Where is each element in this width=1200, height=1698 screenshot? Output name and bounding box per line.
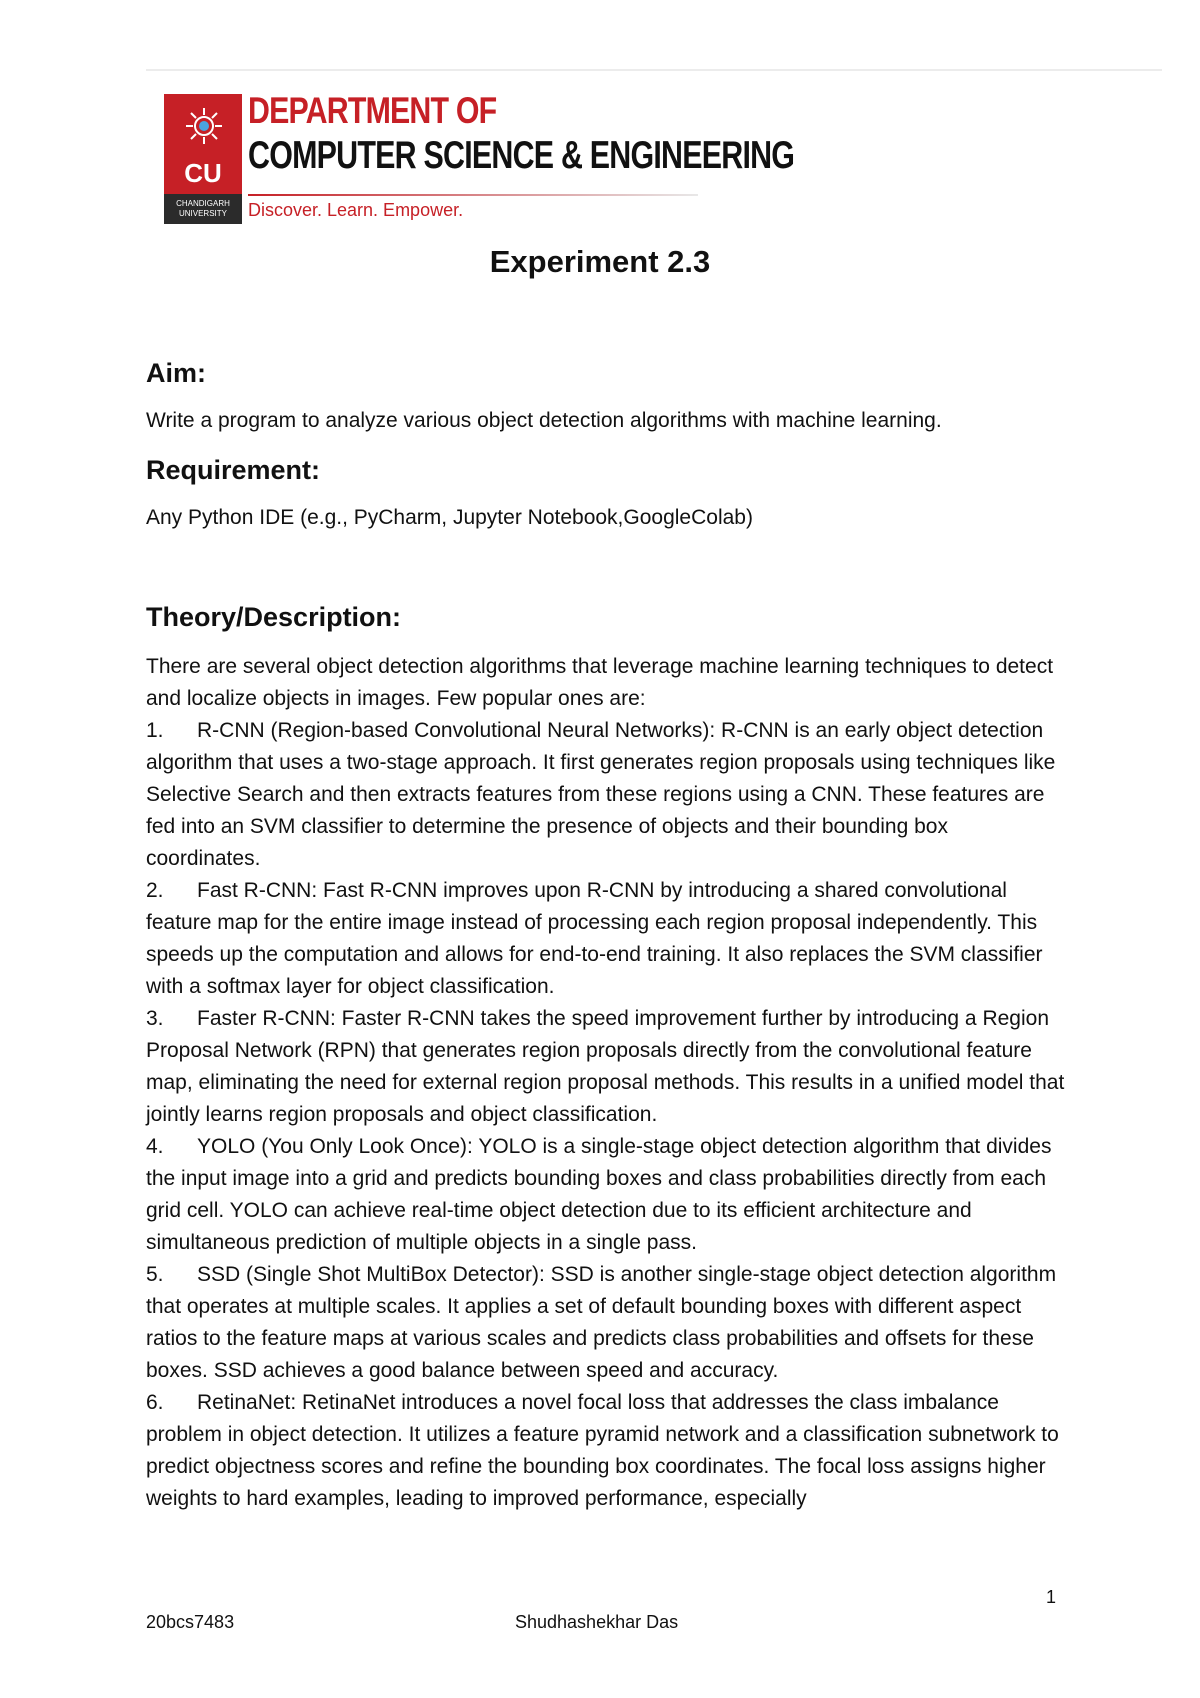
emblem-cu-text: CU [184, 158, 222, 188]
requirement-heading: Requirement: [146, 455, 321, 485]
list-item [146, 1003, 1066, 1131]
list-item [146, 1387, 1066, 1515]
list-item-number: 5. [146, 1263, 164, 1286]
department-logo [164, 90, 795, 224]
theory-heading: Theory/Description: [146, 602, 402, 632]
theory-intro: There are several object detection algorithms that leverage machine learning techniques to detect and localize objects in images. Few popular ones are: [146, 655, 1054, 710]
aim-heading: Aim: [146, 358, 206, 388]
list-item-text: Fast R-CNN: Fast R-CNN improves upon R-CNN by introducing a shared convolutional feature map for the entire image instead of processing each region proposal independently. This speeds up the computation and allows for end-to-end training. It also replaces the SVM classifier with a softmax layer for object classification. [146, 879, 1043, 998]
experiment-title: Experiment 2.3 [489, 244, 711, 279]
page-number: 1 [1046, 1587, 1057, 1607]
aim-text: Write a program to analyze various object detection algorithms with machine learning. [146, 409, 942, 432]
list-item-number: 4. [146, 1135, 164, 1158]
list-item-text: R-CNN (Region-based Convolutional Neural Networks): R-CNN is an early object detection algorithm that uses a two-stage approach. It first generates region proposals using techniques like Selective Search and then extracts features from these regions using a CNN. These features are fed into an SVM classifier to determine the presence of objects and their bounding box coordinates. [146, 719, 1056, 870]
logo-divider [248, 194, 698, 196]
requirement-text: Any Python IDE (e.g., PyCharm, Jupyter Notebook,GoogleColab) [146, 506, 753, 529]
list-item-text: YOLO (You Only Look Once): YOLO is a single-stage object detection algorithm that divides the input image into a grid and predicts bounding boxes and class probabilities directly from each grid cell. YOLO can achieve real-time object detection due to its efficient architecture and simultaneous prediction of multiple objects in a single pass. [146, 1135, 1052, 1254]
footer-roll-number: 20bcs7483 [146, 1612, 235, 1632]
list-item [146, 1131, 1066, 1259]
university-emblem [164, 94, 242, 224]
list-item-text: SSD (Single Shot MultiBox Detector): SSD is another single-stage object detection algorithm that operates at multiple scales. It applies a set of default bounding boxes with different aspect ratios to the feature maps at various scales and predicts class probabilities and offsets for these boxes. SSD achieves a good balance between speed and accuracy. [146, 1263, 1057, 1382]
emblem-university-name: CHANDIGARH UNIVERSITY [164, 194, 242, 224]
header-rule [146, 69, 1162, 71]
logo-line-2: COMPUTER SCIENCE & ENGINEERING [248, 134, 795, 177]
list-item-number: 2. [146, 879, 164, 902]
list-item [146, 1259, 1066, 1387]
footer-author: Shudhashekhar Das [515, 1612, 679, 1632]
list-item [146, 715, 1066, 875]
list-item-text: Faster R-CNN: Faster R-CNN takes the speed improvement further by introducing a Region Proposal Network (RPN) that generates region proposals directly from the convolutional feature map, eliminating the need for external region proposal methods. This results in a unified model that jointly learns region proposals and object classification. [146, 1007, 1065, 1126]
list-item-number: 6. [146, 1391, 164, 1414]
logo-tagline: Discover. Learn. Empower. [248, 200, 464, 220]
list-item-number: 1. [146, 719, 164, 742]
logo-line-1: DEPARTMENT OF [248, 90, 497, 131]
list-item-text: RetinaNet: RetinaNet introduces a novel focal loss that addresses the class imbalance problem in object detection. It utilizes a feature pyramid network and a classification subnetwork to predict objectness scores and refine the bounding box coordinates. The focal loss assigns higher weights to hard examples, leading to improved performance, especially [146, 1391, 1059, 1510]
list-item [146, 875, 1066, 1003]
list-item-number: 3. [146, 1007, 164, 1030]
emblem-gear-icon [184, 106, 224, 146]
document-body [146, 358, 1066, 1515]
